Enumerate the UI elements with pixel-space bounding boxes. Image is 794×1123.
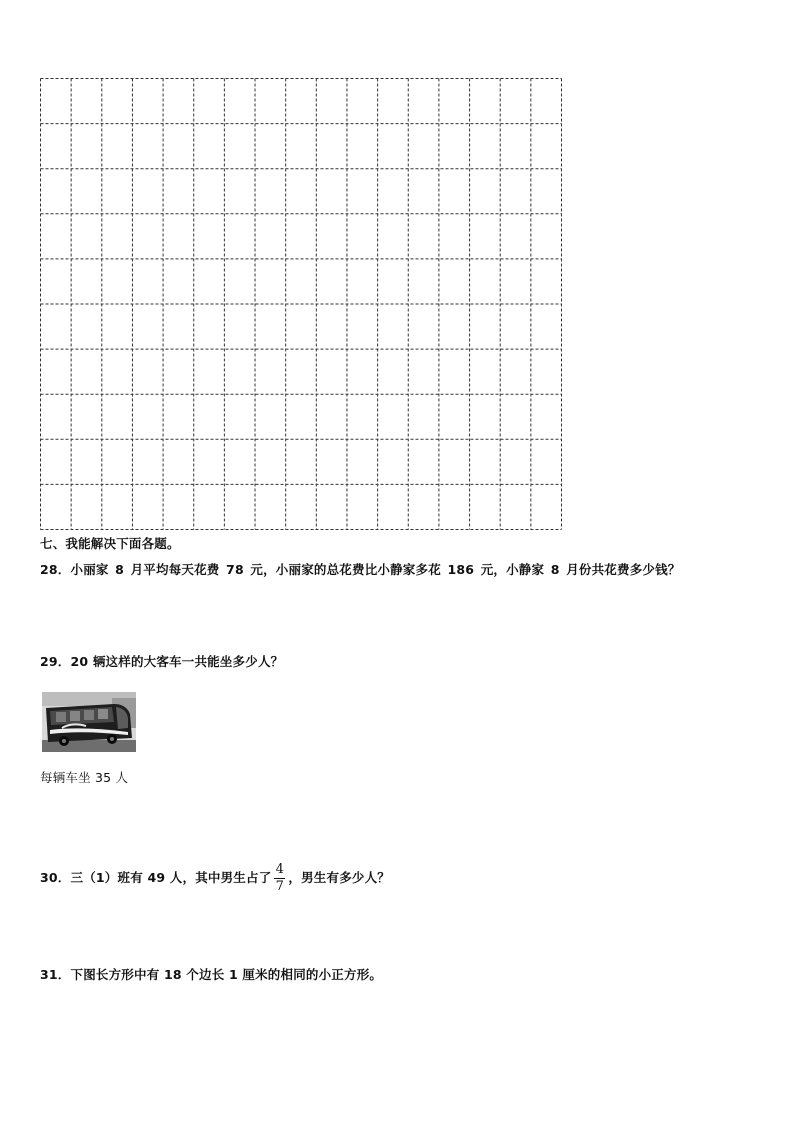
- question-31: 31．下图长方形中有 18 个边长 1 厘米的相同的小正方形。: [40, 967, 383, 982]
- fraction-denominator: 7: [275, 878, 285, 894]
- section-title: 七、我能解决下面各题。: [40, 536, 180, 551]
- fraction: [274, 863, 285, 894]
- fraction-numerator: 4: [275, 861, 285, 877]
- question-30: [40, 860, 390, 896]
- answer-grid-lines: [40, 78, 562, 530]
- question-28: 28．小丽家 8 月平均每天花费 78 元，小丽家的总花费比小静家多花 186 元，小静家 8 月份共花费多少钱？: [40, 562, 681, 577]
- answer-grid: [40, 78, 562, 530]
- question-29: 29．20 辆这样的大客车一共能坐多少人？: [40, 654, 284, 669]
- question-30-text-after: ，男生有多少人？: [288, 870, 391, 885]
- bus-photo: [42, 692, 136, 752]
- question-30-text-before: 30．三（1）班有 49 人，其中男生占了: [40, 870, 272, 885]
- bus-caption: 每辆车坐 35 人: [40, 770, 129, 785]
